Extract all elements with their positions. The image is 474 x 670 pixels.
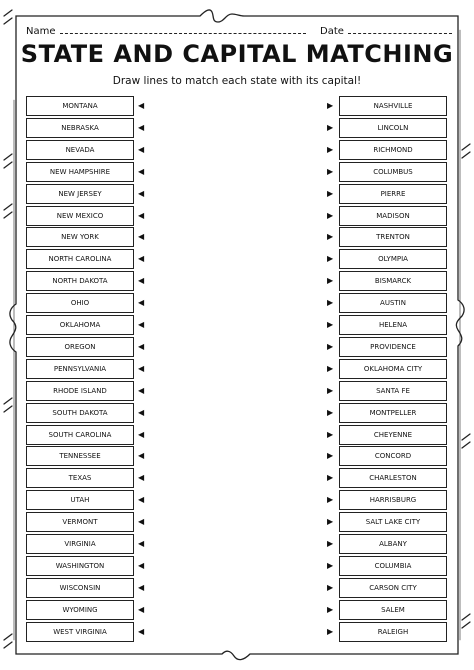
- triangle-left-icon[interactable]: ◀: [138, 407, 145, 417]
- triangle-left-icon[interactable]: ◀: [138, 232, 145, 242]
- state-box: WEST VIRGINIA: [26, 622, 134, 642]
- capital-box: BISMARCK: [339, 271, 447, 291]
- triangle-right-icon[interactable]: ▶: [327, 320, 334, 329]
- name-blank-line[interactable]: [60, 24, 306, 34]
- triangle-left-icon[interactable]: ◀: [138, 451, 145, 461]
- state-box: OKLAHOMA: [26, 315, 134, 335]
- triangle-left-icon[interactable]: ◀: [138, 363, 145, 373]
- triangle-left-icon[interactable]: ◀: [138, 539, 145, 548]
- triangle-left-icon[interactable]: ◀: [138, 495, 145, 505]
- triangle-right-icon[interactable]: ▶: [327, 539, 334, 548]
- state-box: NEBRASKA: [26, 118, 134, 138]
- triangle-left-icon[interactable]: ◀: [138, 341, 145, 351]
- triangle-left-icon[interactable]: ◀: [138, 560, 145, 570]
- triangle-left-icon[interactable]: ◀: [138, 254, 145, 264]
- capital-box: COLUMBIA: [339, 556, 447, 576]
- capital-box: MADISON: [339, 206, 447, 226]
- instructions: Draw lines to match each state with its capital!: [112, 75, 362, 87]
- date-label: Date: [320, 26, 344, 37]
- triangle-right-icon[interactable]: ▶: [327, 495, 334, 505]
- capital-box: LINCOLN: [339, 118, 447, 138]
- capital-box: PIERRE: [339, 184, 447, 204]
- triangle-left-icon[interactable]: ◀: [138, 320, 145, 329]
- triangle-right-icon[interactable]: ▶: [327, 298, 334, 308]
- triangle-left-icon[interactable]: ◀: [138, 582, 145, 592]
- capital-box: CHARLESTON: [339, 468, 447, 488]
- state-box: UTAH: [26, 490, 134, 510]
- triangle-right-icon[interactable]: ▶: [327, 122, 334, 132]
- state-box: WASHINGTON: [26, 556, 134, 576]
- triangle-left-icon[interactable]: ◀: [138, 101, 145, 110]
- triangle-right-icon[interactable]: ▶: [327, 210, 334, 220]
- date-field[interactable]: [320, 24, 452, 37]
- capital-box: CARSON CITY: [339, 578, 447, 598]
- triangle-left-icon[interactable]: ◀: [138, 626, 145, 636]
- state-box: PENNSYLVANIA: [26, 359, 134, 379]
- triangle-right-icon[interactable]: ▶: [327, 232, 334, 242]
- triangle-right-icon[interactable]: ▶: [327, 473, 334, 483]
- capital-box: CONCORD: [339, 446, 447, 466]
- triangle-left-icon[interactable]: ◀: [138, 144, 145, 154]
- capital-box: OLYMPIA: [339, 249, 447, 269]
- triangle-right-icon[interactable]: ▶: [327, 429, 334, 439]
- capital-box: COLUMBUS: [339, 162, 447, 182]
- triangle-left-icon[interactable]: ◀: [138, 166, 145, 176]
- state-box: WISCONSIN: [26, 578, 134, 598]
- triangle-left-icon[interactable]: ◀: [138, 276, 145, 286]
- capital-box: SANTA FE: [339, 381, 447, 401]
- triangle-right-icon[interactable]: ▶: [327, 144, 334, 154]
- triangle-left-icon[interactable]: ◀: [138, 188, 145, 198]
- state-box: RHODE ISLAND: [26, 381, 134, 401]
- triangle-right-icon[interactable]: ▶: [327, 451, 334, 461]
- state-box: NEW YORK: [26, 227, 134, 247]
- capital-box: MONTPELLER: [339, 403, 447, 423]
- triangle-right-icon[interactable]: ▶: [327, 582, 334, 592]
- triangle-left-icon[interactable]: ◀: [138, 517, 145, 527]
- triangle-right-icon[interactable]: ▶: [327, 188, 334, 198]
- capital-box: TRENTON: [339, 227, 447, 247]
- state-box: OHIO: [26, 293, 134, 313]
- triangle-right-icon[interactable]: ▶: [327, 101, 334, 110]
- state-box: WYOMING: [26, 600, 134, 620]
- triangle-left-icon[interactable]: ◀: [138, 604, 145, 614]
- capital-box: SALEM: [339, 600, 447, 620]
- capital-box: RALEIGH: [339, 622, 447, 642]
- triangle-left-icon[interactable]: ◀: [138, 298, 145, 308]
- triangle-left-icon[interactable]: ◀: [138, 429, 145, 439]
- state-box: TENNESSEE: [26, 446, 134, 466]
- state-box: SOUTH CAROLINA: [26, 425, 134, 445]
- page-title: STATE AND CAPITAL MATCHING: [20, 40, 454, 68]
- capital-box: AUSTIN: [339, 293, 447, 313]
- state-box: NORTH CAROLINA: [26, 249, 134, 269]
- triangle-left-icon[interactable]: ◀: [138, 122, 145, 132]
- state-box: OREGON: [26, 337, 134, 357]
- capital-box: SALT LAKE CITY: [339, 512, 447, 532]
- triangle-right-icon[interactable]: ▶: [327, 363, 334, 373]
- state-box: NORTH DAKOTA: [26, 271, 134, 291]
- capital-box: PROVIDENCE: [339, 337, 447, 357]
- state-box: MONTANA: [26, 96, 134, 116]
- capital-box: ALBANY: [339, 534, 447, 554]
- capital-box: HARRISBURG: [339, 490, 447, 510]
- capital-box: NASHVILLE: [339, 96, 447, 116]
- state-box: SOUTH DAKOTA: [26, 403, 134, 423]
- triangle-left-icon[interactable]: ◀: [138, 210, 145, 220]
- capital-box: CHEYENNE: [339, 425, 447, 445]
- triangle-right-icon[interactable]: ▶: [327, 385, 334, 395]
- triangle-right-icon[interactable]: ▶: [327, 276, 334, 286]
- triangle-left-icon[interactable]: ◀: [138, 473, 145, 483]
- triangle-right-icon[interactable]: ▶: [327, 407, 334, 417]
- triangle-right-icon[interactable]: ▶: [327, 626, 334, 636]
- state-box: TEXAS: [26, 468, 134, 488]
- state-box: NEW JERSEY: [26, 184, 134, 204]
- triangle-right-icon[interactable]: ▶: [327, 604, 334, 614]
- state-box: VIRGINIA: [26, 534, 134, 554]
- name-label: Name: [26, 26, 56, 37]
- capital-box: RICHMOND: [339, 140, 447, 160]
- state-box: NEW HAMPSHIRE: [26, 162, 134, 182]
- triangle-right-icon[interactable]: ▶: [327, 517, 334, 527]
- state-box: NEVADA: [26, 140, 134, 160]
- triangle-right-icon[interactable]: ▶: [327, 254, 334, 264]
- name-field[interactable]: [26, 24, 306, 37]
- capital-box: HELENA: [339, 315, 447, 335]
- date-blank-line[interactable]: [348, 24, 452, 34]
- triangle-right-icon[interactable]: ▶: [327, 166, 334, 176]
- triangle-left-icon[interactable]: ◀: [138, 385, 145, 395]
- triangle-right-icon[interactable]: ▶: [327, 560, 334, 570]
- capital-box: OKLAHOMA CITY: [339, 359, 447, 379]
- state-box: NEW MEXICO: [26, 206, 134, 226]
- triangle-right-icon[interactable]: ▶: [327, 341, 334, 351]
- state-box: VERMONT: [26, 512, 134, 532]
